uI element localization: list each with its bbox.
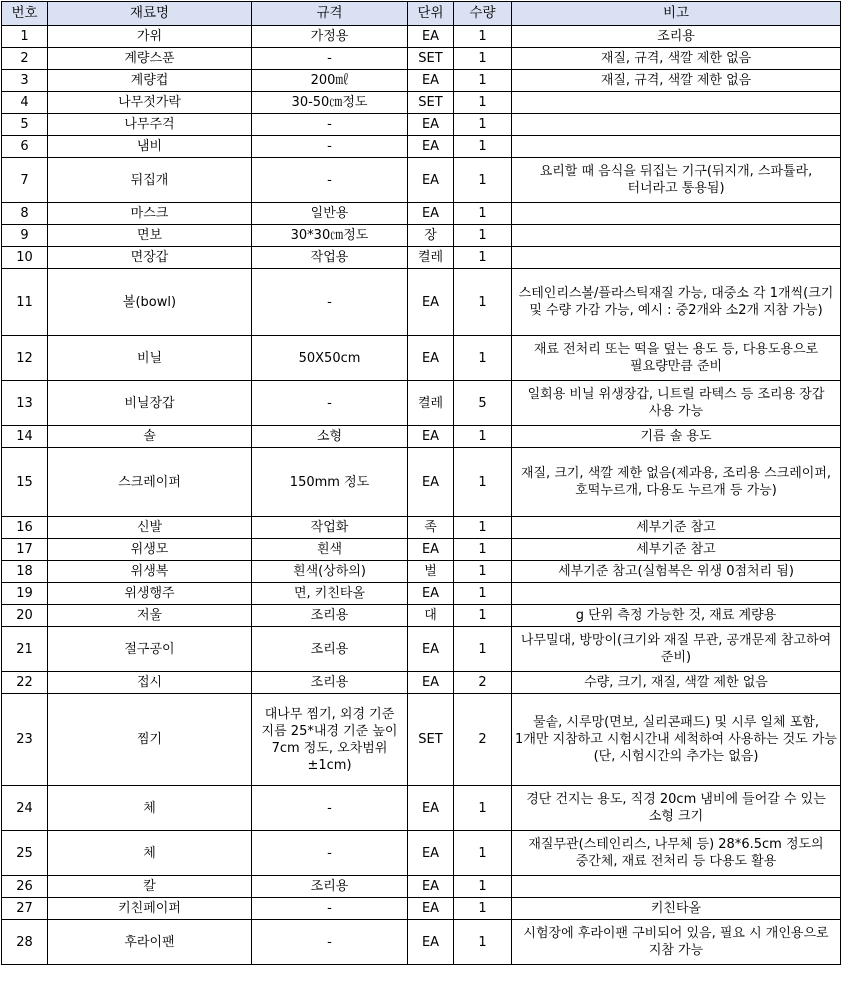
cell-note [512,203,841,225]
cell-unit: EA [408,426,454,448]
cell-qty: 1 [454,136,512,158]
cell-qty: 2 [454,672,512,694]
cell-spec: 30*30㎝정도 [252,225,408,247]
cell-no: 8 [2,203,48,225]
cell-spec: 대나무 찜기, 외경 기준 지름 25*내경 기준 높이 7cm 정도, 오차범위±1cm) [252,694,408,786]
cell-qty: 1 [454,247,512,269]
cell-unit: 족 [408,517,454,539]
cell-note: 기름 솔 용도 [512,426,841,448]
cell-unit: 켤레 [408,247,454,269]
table-row [2,539,841,561]
table-row [2,517,841,539]
cell-no: 27 [2,898,48,920]
cell-no: 15 [2,448,48,517]
cell-note [512,876,841,898]
cell-qty: 1 [454,448,512,517]
cell-spec: 가정용 [252,26,408,48]
cell-no: 20 [2,605,48,627]
cell-spec: 조리용 [252,627,408,672]
table-row [2,336,841,381]
cell-spec: 150mm 정도 [252,448,408,517]
cell-qty: 1 [454,831,512,876]
table-row [2,48,841,70]
cell-no: 13 [2,381,48,426]
cell-name: 솔 [48,426,252,448]
table-row [2,426,841,448]
cell-qty: 1 [454,517,512,539]
cell-unit: 벌 [408,561,454,583]
cell-name: 계량컵 [48,70,252,92]
cell-spec: 일반용 [252,203,408,225]
cell-spec: 조리용 [252,605,408,627]
cell-spec: 흰색 [252,539,408,561]
table-row [2,70,841,92]
cell-note [512,247,841,269]
table-row [2,786,841,831]
table-row [2,448,841,517]
cell-name: 마스크 [48,203,252,225]
cell-note: 물솥, 시루망(면보, 실리콘패드) 및 시루 일체 포함, 1개만 지참하고 시험시간내 세척하여 사용하는 것도 가능(단, 시험시간의 추가는 없음) [512,694,841,786]
cell-note: 수량, 크기, 재질, 색깔 제한 없음 [512,672,841,694]
cell-name: 냄비 [48,136,252,158]
table-row [2,672,841,694]
table-row [2,136,841,158]
cell-no: 24 [2,786,48,831]
cell-unit: EA [408,158,454,203]
cell-spec: 작업화 [252,517,408,539]
cell-name: 면보 [48,225,252,247]
cell-no: 18 [2,561,48,583]
cell-spec: 조리용 [252,672,408,694]
cell-no: 22 [2,672,48,694]
cell-unit: EA [408,26,454,48]
cell-qty: 1 [454,605,512,627]
header-row [2,2,841,26]
cell-no: 5 [2,114,48,136]
cell-qty: 1 [454,203,512,225]
cell-name: 볼(bowl) [48,269,252,336]
cell-qty: 2 [454,694,512,786]
cell-name: 후라이팬 [48,920,252,965]
cell-spec: 작업용 [252,247,408,269]
cell-note: 재질무관(스테인리스, 나무체 등) 28*6.5cm 정도의 중간체, 재료 전처리 등 다용도 활용 [512,831,841,876]
cell-name: 저울 [48,605,252,627]
cell-spec: - [252,831,408,876]
cell-note: 일회용 비닐 위생장갑, 니트릴 라텍스 등 조리용 장갑 사용 가능 [512,381,841,426]
cell-note [512,583,841,605]
table-row [2,269,841,336]
cell-note: 세부기준 참고(실험복은 위생 0점처리 됨) [512,561,841,583]
cell-note: g 단위 측정 가능한 것, 재료 계량용 [512,605,841,627]
cell-note [512,225,841,247]
table-row [2,605,841,627]
cell-no: 19 [2,583,48,605]
cell-note [512,136,841,158]
table-row [2,920,841,965]
cell-unit: SET [408,92,454,114]
table-row [2,627,841,672]
cell-name: 스크레이퍼 [48,448,252,517]
header-qty: 수량 [454,2,512,26]
table-row [2,225,841,247]
table-row [2,694,841,786]
table-row [2,561,841,583]
cell-spec: - [252,48,408,70]
table-row [2,381,841,426]
cell-unit: EA [408,70,454,92]
cell-spec: 면, 키친타올 [252,583,408,605]
cell-no: 1 [2,26,48,48]
cell-name: 절구공이 [48,627,252,672]
cell-spec: 200㎖ [252,70,408,92]
header-spec: 규격 [252,2,408,26]
table-row [2,203,841,225]
cell-unit: EA [408,336,454,381]
cell-no: 6 [2,136,48,158]
cell-name: 비닐 [48,336,252,381]
cell-spec: 50X50cm [252,336,408,381]
cell-unit: 장 [408,225,454,247]
cell-qty: 1 [454,920,512,965]
cell-note: 재질, 크기, 색깔 제한 없음(제과용, 조리용 스크레이퍼, 호떡누르개, 다용도 누르개 등 가능) [512,448,841,517]
cell-unit: EA [408,136,454,158]
cell-note: 조리용 [512,26,841,48]
cell-note [512,92,841,114]
cell-spec: - [252,381,408,426]
cell-no: 9 [2,225,48,247]
cell-spec: - [252,114,408,136]
cell-no: 25 [2,831,48,876]
cell-name: 비닐장갑 [48,381,252,426]
cell-qty: 1 [454,898,512,920]
cell-note: 세부기준 참고 [512,517,841,539]
cell-name: 계량스푼 [48,48,252,70]
cell-qty: 1 [454,158,512,203]
cell-note: 경단 건지는 용도, 직경 20cm 냄비에 들어갈 수 있는 소형 크기 [512,786,841,831]
cell-note: 재질, 규격, 색깔 제한 없음 [512,48,841,70]
cell-spec: - [252,136,408,158]
cell-name: 위생행주 [48,583,252,605]
cell-unit: EA [408,448,454,517]
cell-no: 26 [2,876,48,898]
cell-unit: EA [408,898,454,920]
cell-unit: EA [408,539,454,561]
cell-no: 21 [2,627,48,672]
cell-spec: - [252,786,408,831]
cell-note: 스테인리스볼/플라스틱재질 가능, 대중소 각 1개씩(크기 및 수량 가감 가능, 예시 : 중2개와 소2개 지참 가능) [512,269,841,336]
cell-spec: - [252,269,408,336]
cell-unit: SET [408,694,454,786]
cell-no: 23 [2,694,48,786]
cell-unit: EA [408,831,454,876]
cell-no: 12 [2,336,48,381]
cell-note: 요리할 때 음식을 뒤집는 기구(뒤지개, 스파튤라, 터너라고 통용됨) [512,158,841,203]
cell-qty: 1 [454,583,512,605]
cell-note: 키친타올 [512,898,841,920]
cell-qty: 1 [454,786,512,831]
cell-name: 키친페이퍼 [48,898,252,920]
cell-name: 접시 [48,672,252,694]
cell-unit: EA [408,920,454,965]
cell-qty: 1 [454,561,512,583]
cell-unit: EA [408,786,454,831]
cell-qty: 1 [454,627,512,672]
cell-note: 시험장에 후라이팬 구비되어 있음, 필요 시 개인용으로 지참 가능 [512,920,841,965]
cell-name: 위생복 [48,561,252,583]
table-row [2,26,841,48]
cell-qty: 1 [454,92,512,114]
cell-unit: EA [408,114,454,136]
cell-unit: EA [408,583,454,605]
header-no: 번호 [2,2,48,26]
cell-qty: 1 [454,48,512,70]
cell-note: 세부기준 참고 [512,539,841,561]
cell-name: 찜기 [48,694,252,786]
cell-spec: - [252,898,408,920]
cell-name: 면장갑 [48,247,252,269]
cell-unit: EA [408,876,454,898]
cell-qty: 5 [454,381,512,426]
cell-no: 10 [2,247,48,269]
cell-note: 나무밀대, 방망이(크기와 재질 무관, 공개문제 참고하여 준비) [512,627,841,672]
cell-no: 28 [2,920,48,965]
cell-name: 뒤집개 [48,158,252,203]
cell-name: 가위 [48,26,252,48]
cell-note: 재료 전처리 또는 떡을 덮는 용도 등, 다용도용으로 필요량만큼 준비 [512,336,841,381]
table-row [2,831,841,876]
table-row [2,876,841,898]
cell-qty: 1 [454,269,512,336]
cell-name: 체 [48,831,252,876]
cell-unit: EA [408,269,454,336]
cell-unit: EA [408,672,454,694]
header-name: 재료명 [48,2,252,26]
table-row [2,114,841,136]
table-row [2,583,841,605]
cell-unit: 대 [408,605,454,627]
table-row [2,247,841,269]
cell-qty: 1 [454,426,512,448]
cell-no: 16 [2,517,48,539]
cell-unit: EA [408,203,454,225]
cell-qty: 1 [454,225,512,247]
cell-note: 재질, 규격, 색깔 제한 없음 [512,70,841,92]
materials-table [1,1,841,965]
cell-name: 위생모 [48,539,252,561]
header-unit: 단위 [408,2,454,26]
cell-spec: 흰색(상하의) [252,561,408,583]
cell-no: 2 [2,48,48,70]
cell-name: 신발 [48,517,252,539]
cell-name: 나무주걱 [48,114,252,136]
table-row [2,92,841,114]
cell-no: 7 [2,158,48,203]
table-row [2,158,841,203]
table-row [2,898,841,920]
cell-name: 칼 [48,876,252,898]
cell-spec: 소형 [252,426,408,448]
header-note: 비고 [512,2,841,26]
cell-qty: 1 [454,70,512,92]
cell-unit: SET [408,48,454,70]
cell-qty: 1 [454,539,512,561]
cell-qty: 1 [454,876,512,898]
cell-spec: 조리용 [252,876,408,898]
cell-note [512,114,841,136]
cell-qty: 1 [454,336,512,381]
cell-name: 체 [48,786,252,831]
cell-spec: 30-50㎝정도 [252,92,408,114]
cell-spec: - [252,158,408,203]
cell-no: 4 [2,92,48,114]
cell-no: 17 [2,539,48,561]
cell-no: 14 [2,426,48,448]
cell-no: 3 [2,70,48,92]
cell-qty: 1 [454,26,512,48]
cell-unit: EA [408,627,454,672]
cell-spec: - [252,920,408,965]
cell-name: 나무젓가락 [48,92,252,114]
cell-unit: 켤레 [408,381,454,426]
cell-no: 11 [2,269,48,336]
cell-qty: 1 [454,114,512,136]
